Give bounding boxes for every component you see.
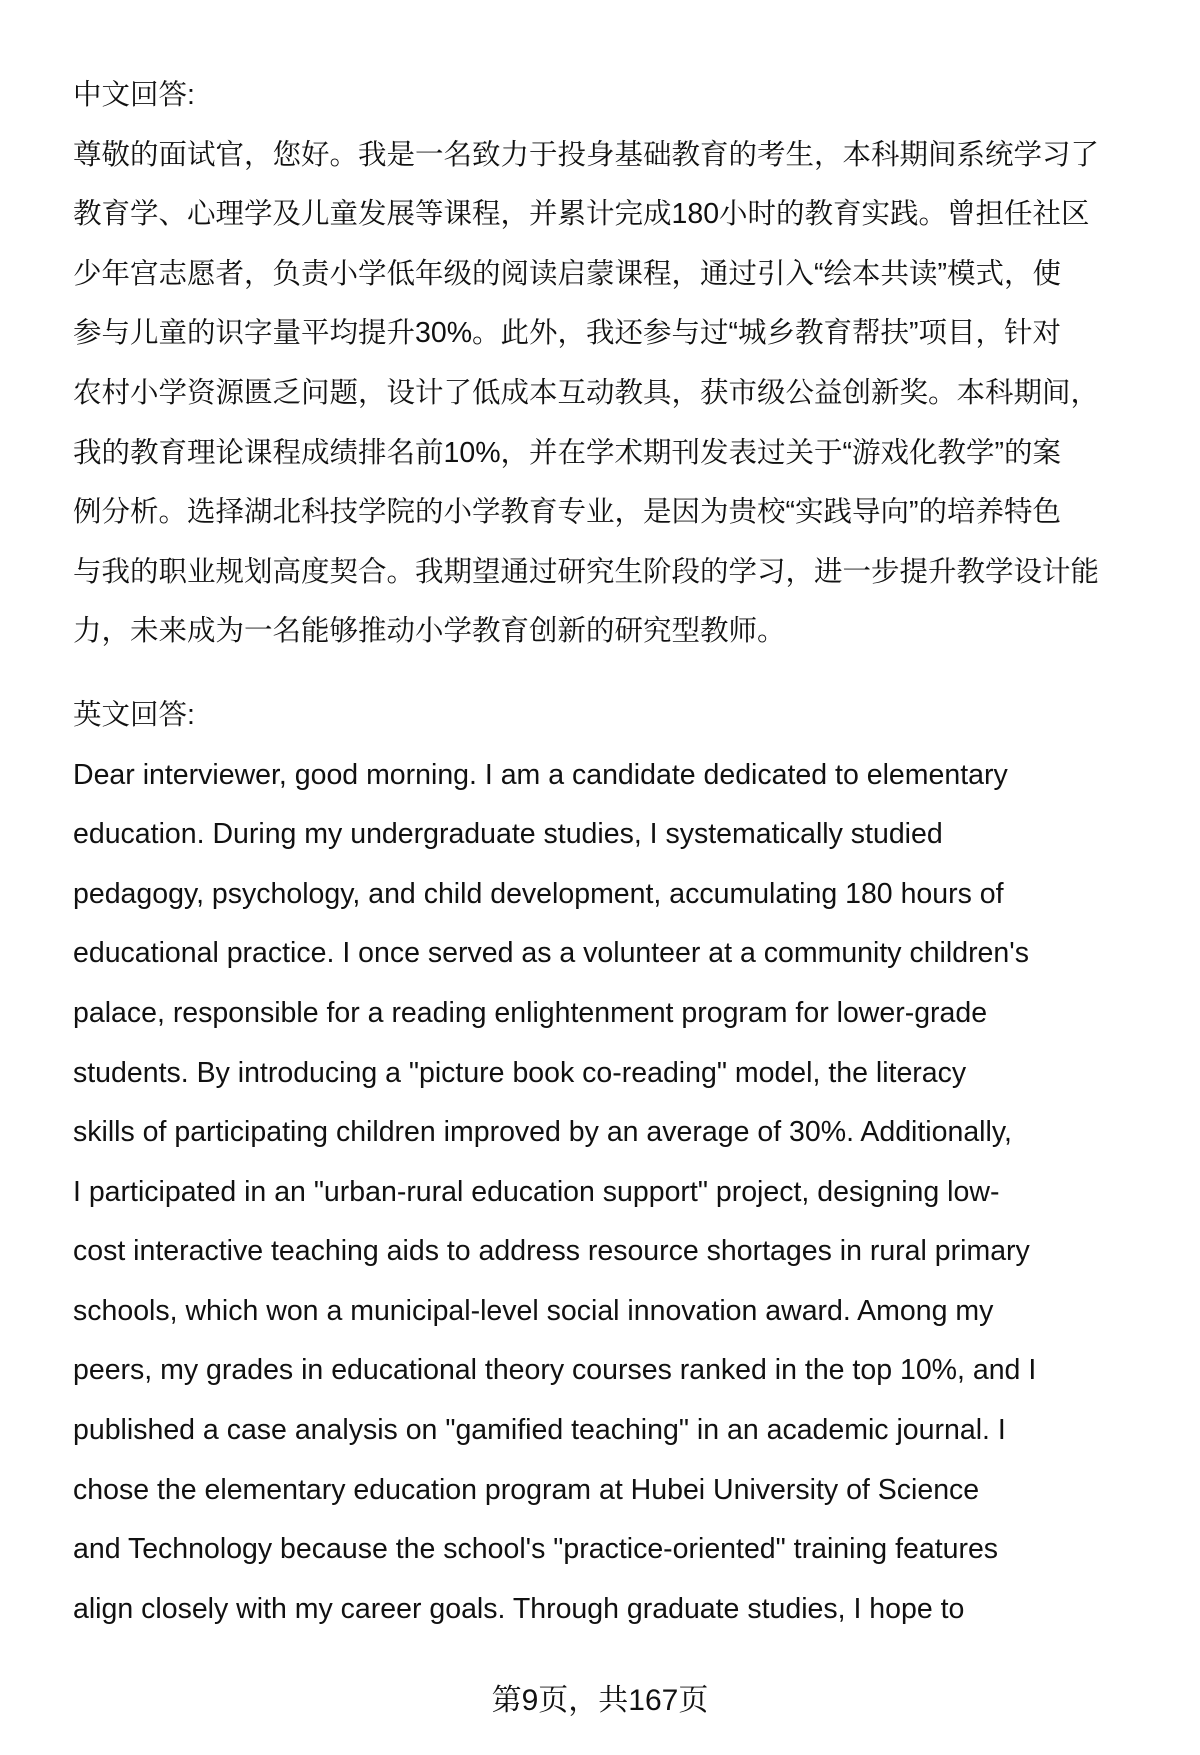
text-line: and Technology because the school's "practice-oriented" training features [73,1533,999,1566]
text-line: educational practice. I once served as a volunteer at a community children's [73,937,1029,970]
text-line: cost interactive teaching aids to address resource shortages in rural primary [73,1235,1030,1268]
text-line: 我的教育理论课程成绩排名前10%，并在学术期刊发表过关于“游戏化教学”的案 [73,436,1062,469]
text-line: align closely with my career goals. Through graduate studies, I hope to [73,1592,965,1625]
text-line: skills of participating children improved by an average of 30%. Additionally, [73,1116,1012,1149]
text-line: pedagogy, psychology, and child development, accumulating 180 hours of [73,877,1004,910]
text-line: education. During my undergraduate studies, I systematically studied [73,818,943,851]
text-line: peers, my grades in educational theory courses ranked in the top 10%, and I [73,1354,1037,1387]
text-line: chose the elementary education program at Hubei University of Science [73,1473,980,1506]
text-line: I participated in an "urban-rural education support" project, designing low- [73,1175,1000,1208]
text-line: 教育学、心理学及儿童发展等课程，并累计完成180小时的教育实践。曾担任社区 [73,198,1090,231]
text-line: palace, responsible for a reading enlightenment program for lower-grade [73,996,988,1029]
text-line: Dear interviewer, good morning. I am a candidate dedicated to elementary [73,758,1008,791]
text-line: 例分析。选择湖北科技学院的小学教育专业，是因为贵校“实践导向”的培养特色 [73,496,1061,529]
text-line: schools, which won a municipal-level social innovation award. Among my [73,1294,994,1327]
page-number-footer: 第9页，共167页 [491,1684,709,1717]
text-line: 尊敬的面试官，您好。我是一名致力于投身基础教育的考生，本科期间系统学习了 [73,138,1100,171]
text-line: students. By introducing a "picture book co-reading" model, the literacy [73,1056,967,1089]
document-page [73,66,1163,1639]
text-line: published a case analysis on "gamified teaching" in an academic journal. I [73,1414,1006,1447]
text-line: 力，未来成为一名能够推动小学教育创新的研究型教师。 [73,615,786,648]
chinese-answer-paragraph [73,126,1163,662]
section-gap [73,662,1163,686]
text-line: 少年宫志愿者，负责小学低年级的阅读启蒙课程，通过引入“绘本共读”模式，使 [73,257,1061,290]
chinese-answer-heading: 中文回答: [73,79,195,111]
english-answer-paragraph [73,746,1163,1640]
text-line: 参与儿童的识字量平均提升30%。此外，我还参与过“城乡教育帮扶”项目，针对 [73,317,1062,350]
text-line: 与我的职业规划高度契合。我期望通过研究生阶段的学习，进一步提升教学设计能 [73,555,1100,588]
english-answer-heading: 英文回答: [73,698,195,731]
text-line: 农村小学资源匮乏问题，设计了低成本互动教具，获市级公益创新奖。本科期间， [73,376,1100,409]
